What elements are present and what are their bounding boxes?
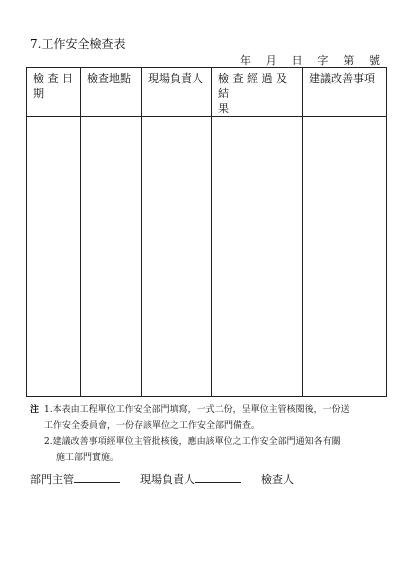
notes-label: 注 <box>30 405 40 415</box>
note-item-1-line2: 工作安全委員會，一份存該單位之工作安全部門備查。 <box>44 421 261 431</box>
suggested-improvements-cell[interactable] <box>303 117 387 397</box>
header-inspection-date-line1: 檢 查 日 <box>33 72 73 85</box>
doc-word-label: 字 <box>317 54 329 67</box>
header-site-manager-line1: 現場負責人 <box>148 72 203 85</box>
inspector-label: 檢查人 <box>261 473 294 486</box>
note-item-2-line1: 2.建議改善事項經單位主管批核後，應由該單位之工作安全部門通知各有關 <box>44 437 341 447</box>
dept-head-signature-line[interactable] <box>74 470 120 483</box>
header-inspection-date <box>27 68 81 117</box>
notes-section <box>30 402 386 466</box>
note-item-1-text <box>44 402 350 434</box>
document-number-line <box>240 52 380 68</box>
inspection-date-cell[interactable] <box>27 117 81 397</box>
note-item-2-text <box>44 434 341 466</box>
table-header-row <box>27 68 387 117</box>
note-item-2-line2: 施工部門實施。 <box>56 453 120 463</box>
site-manager-cell[interactable] <box>142 117 212 397</box>
header-inspection-location <box>81 68 142 117</box>
note-item-1-line1: 1.本表由工程單位工作安全部門填寫，一式二份，呈單位主管核閱後，一份送 <box>44 405 350 415</box>
site-manager-signature-line[interactable] <box>195 470 241 483</box>
form-title: 7.工作安全檢查表 <box>30 37 126 51</box>
table-row <box>27 117 387 397</box>
doc-day-label: 日 <box>291 54 303 67</box>
doc-month-label: 月 <box>265 54 277 67</box>
header-process-result <box>212 68 303 117</box>
header-inspection-date-line2: 期 <box>33 87 44 100</box>
inspection-table <box>26 67 387 397</box>
doc-order-label: 第 <box>343 54 355 67</box>
header-process-result-line2: 果 <box>218 102 229 115</box>
note-item-1 <box>30 402 386 434</box>
header-suggested-improvements <box>303 68 387 117</box>
process-result-cell[interactable] <box>212 117 303 397</box>
signature-row <box>30 470 294 487</box>
header-inspection-location-line1: 檢查地點 <box>87 72 131 85</box>
note-item-2 <box>30 434 386 466</box>
inspection-location-cell[interactable] <box>81 117 142 397</box>
header-suggested-improvements-line1: 建議改善事項 <box>309 72 375 85</box>
header-site-manager <box>142 68 212 117</box>
site-manager-label: 現場負責人 <box>140 473 195 486</box>
doc-number-label: 號 <box>368 54 380 67</box>
header-process-result-line1: 檢 查 經 過 及 結 <box>218 72 287 100</box>
dept-head-label: 部門主管 <box>30 473 74 486</box>
doc-year-label: 年 <box>240 54 251 67</box>
